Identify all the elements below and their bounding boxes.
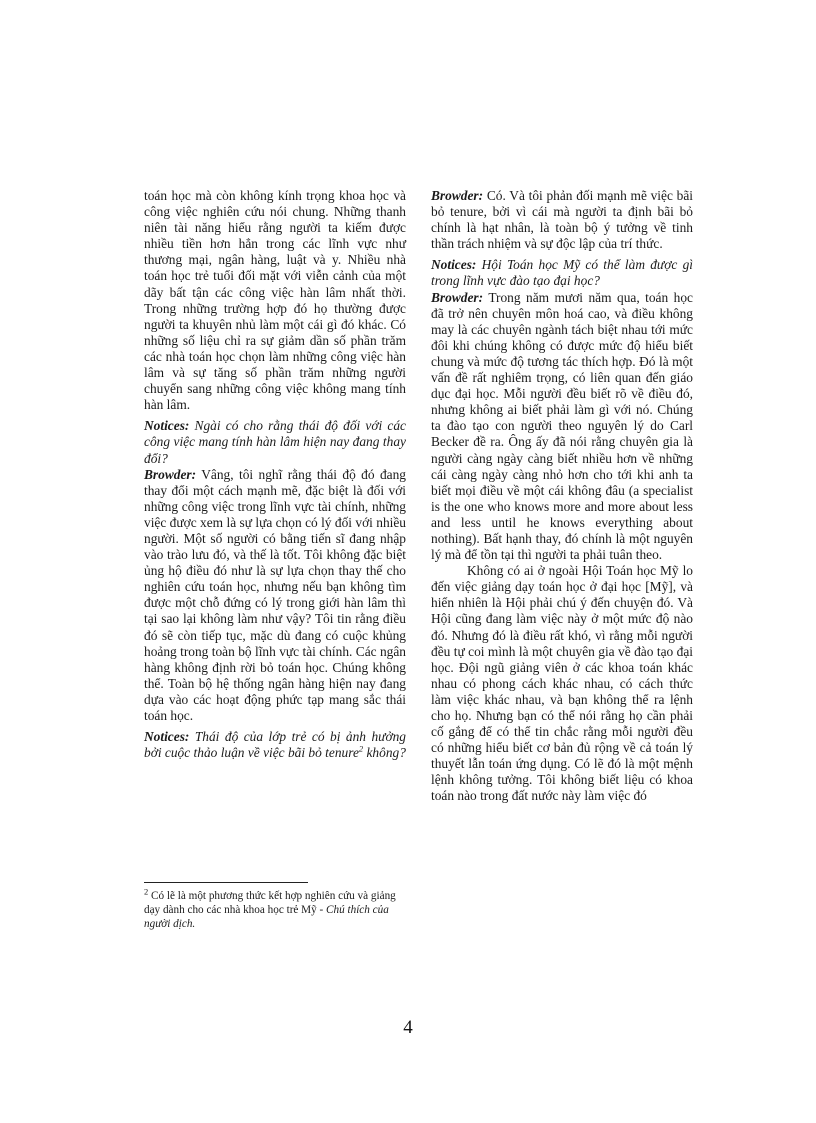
footnote-divider bbox=[144, 882, 308, 883]
speaker-label: Notices: bbox=[144, 418, 190, 434]
question-text: Ngài có cho rằng thái độ đối với các công việc mang tính hàn lâm hiện nay đang thay đổi? bbox=[144, 418, 406, 466]
right-column bbox=[431, 188, 693, 810]
question-text: Thái độ của lớp trẻ có bị ảnh hưởng bởi cuộc thảo luận về việc bãi bỏ tenure bbox=[144, 729, 406, 761]
paragraph: toán học mà còn không kính trọng khoa học và công việc nghiên cứu nói chung. Những thanh niên tài năng hiểu rằng người ta kiếm được nhiều tiền hơn hẳn trong các lĩnh vực như thương mại, ngân hàng, luật và y. Nhiều nhà toán học trẻ tuổi đối mặt với viễn cảnh của một dãy bất tận các công việc hàn lâm nhất thời. Trong những trường hợp đó họ thường được người ta khuyên nhủ làm một cái gì đó khác. Có những số liệu chỉ ra sự giảm dần số phần trăm các nhà toán học chọn làm những công việc hàn lâm và sự tăng số phần trăm những người chuyển sang những công việc không mang tính hàn lâm. bbox=[144, 188, 406, 413]
footnote-marker: 2 bbox=[144, 886, 149, 897]
left-column bbox=[144, 188, 406, 766]
answer-text: Vâng, tôi nghĩ rằng thái độ đó đang thay đổi một cách mạnh mẽ, đặc biệt là đối với những công việc trong lĩnh vực tài chính, những việc được xem là sự lựa chọn có lý đối với nhiều người. Một số người có bằng tiến sĩ đang nhập vào trào lưu đó, và thế là tốt. Tôi không đặc biệt ủng hộ điều đó như là sự lựa chọn thay thế cho nghiên cứu toán học, nhưng nếu bạn không tìm được một chỗ đứng có lý trong giới hàn lâm thì tại sao lại không làm như vậy? Tôi tin rằng điều đó sẽ còn tiếp tục, mặc dù đang có cuộc khủng hoảng trong toàn bộ lĩnh vực tài chính. Các ngân hàng không định rời bỏ toán học. Chúng không thể. Toàn bộ hệ thống ngân hàng hiện nay đang dựa vào các hoạt động phức tạp mang sắc thái toán học. bbox=[144, 466, 406, 723]
speaker-label: Notices: bbox=[144, 729, 190, 745]
speaker-label: Browder: bbox=[431, 289, 484, 305]
answer-text: Trong năm mươi năm qua, toán học đã trở nên chuyên môn hoá cao, và điều không may là các chuyên ngành tách biệt nhau tới mức đôi khi chúng không có được mức độ hiểu biết chung và mức độ tương tác thích hợp. Đó là một vấn đề rất nghiêm trọng, có liên quan đến giáo dục đại học. Mỗi người đều biết rõ về điều đó, nhưng không ai biết phải làm gì với nó. Chúng ta đào tạo con người theo nguyên lý do Carl Becker đề ra. Ông ấy đã nói rằng chuyên gia là người càng ngày càng biết nhiều hơn về những cái càng ngày càng nhỏ hơn cho tới khi anh ta biết mọi điều về một cái không đâu (a specialist is the one who knows more and more about less and less until he knows everything about nothing). Bất hạnh thay, đó chính là một nguyên lý mà để tồn tại thì người ta phải tuân theo. bbox=[431, 289, 693, 563]
paragraph: Không có ai ở ngoài Hội Toán học Mỹ lo đến việc giảng dạy toán học ở đại học [Mỹ], và hiển nhiên là Hội phải chú ý đến chuyện đó. Và Hội cũng đang làm việc này ở một mức độ nào đó. Nhưng đó là điều rất khó, vì rằng mỗi người đều tự coi mình là một chuyên gia về đào tạo đại học. Đội ngũ giảng viên ở các khoa toán khác nhau có phong cách khác nhau, có cách thức làm việc khác nhau, và bạn không thể ra lệnh cho họ. Nhưng bạn có thể nói rằng họ cần phải cố gắng để có thể tin chắc rằng mỗi người đều có những hiểu biết cơ bản đủ rộng về cả toán lý thuyết lẫn toán ứng dụng. Có lẽ đó là một mệnh lệnh không tưởng. Tôi không biết liệu có khoa toán nào trong đất nước này làm việc đó bbox=[431, 563, 693, 804]
question-paragraph bbox=[431, 257, 693, 289]
footnote bbox=[144, 886, 406, 931]
question-text: Hội Toán học Mỹ có thể làm được gì trong lĩnh vực đào tạo đại học? bbox=[431, 257, 693, 289]
speaker-label: Browder: bbox=[144, 466, 197, 482]
footnote-text: Có lẽ là một phương thức kết hợp nghiên cứu và giảng dạy dành cho các nhà khoa học trẻ Mỹ - bbox=[144, 890, 396, 916]
question-text-end: không? bbox=[363, 745, 406, 761]
answer-text: Có. Và tôi phản đối mạnh mẽ việc bãi bỏ tenure, bởi vì cái mà người ta định bãi bỏ chính là hạt nhân, là toàn bộ ý tưởng về tinh thần trách nhiệm và sự độc lập của trí thức. bbox=[431, 188, 693, 252]
page-number: 4 bbox=[403, 1017, 413, 1038]
speaker-label: Notices: bbox=[431, 257, 477, 273]
answer-paragraph bbox=[431, 290, 693, 564]
question-paragraph bbox=[144, 418, 406, 466]
answer-paragraph bbox=[144, 467, 406, 725]
speaker-label: Browder: bbox=[431, 188, 484, 203]
question-paragraph bbox=[144, 729, 406, 761]
footnote-reference[interactable]: 2 bbox=[358, 743, 364, 754]
footnote-translator-note: Chú thích của người dịch. bbox=[144, 903, 389, 930]
answer-paragraph bbox=[431, 188, 693, 252]
